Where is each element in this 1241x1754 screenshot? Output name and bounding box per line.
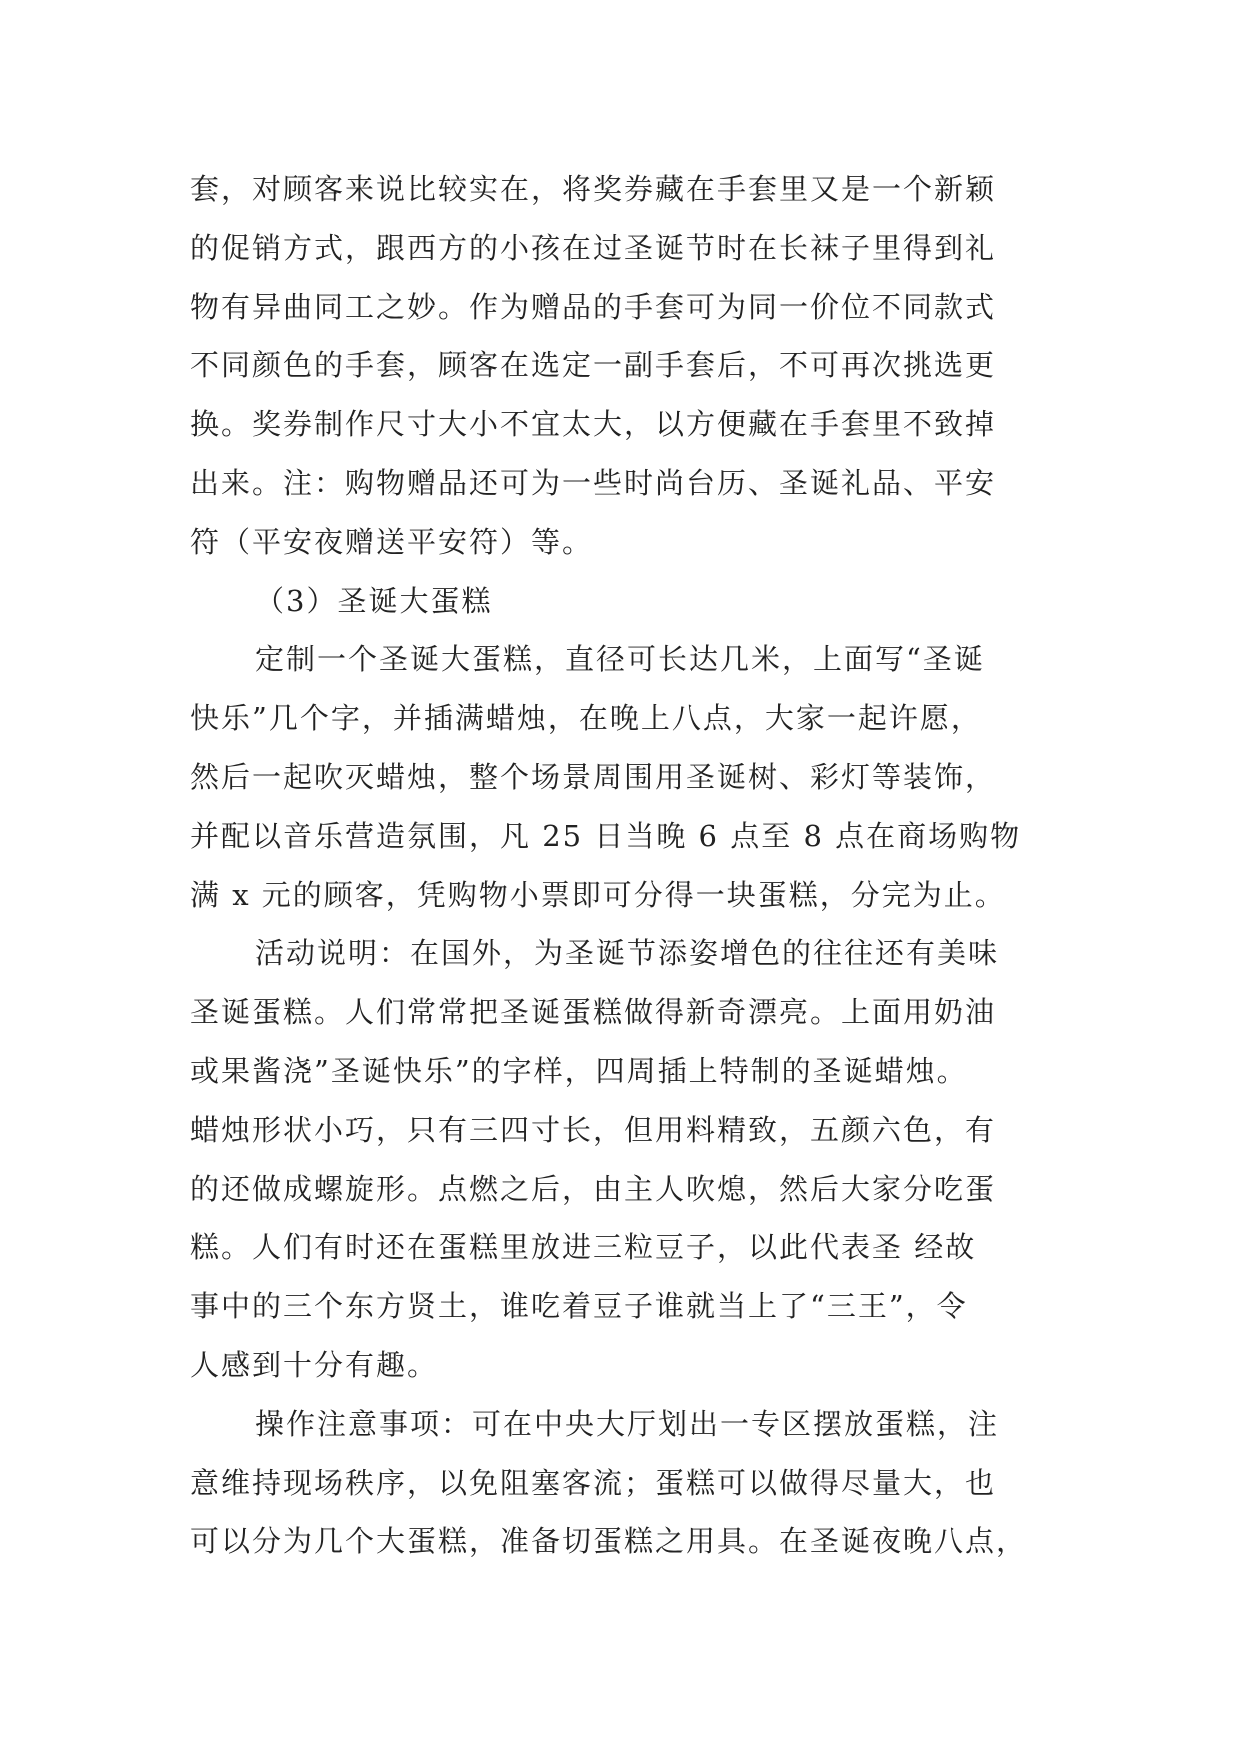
text-line: 定制一个圣诞大蛋糕，直径可长达几米，上面写“圣诞	[255, 642, 985, 677]
text-line: 物有异曲同工之妙。作为赠品的手套可为同一价位不同款式	[190, 289, 997, 324]
text-line: 糕。人们有时还在蛋糕里放进三粒豆子，以此代表圣 经故	[190, 1230, 977, 1265]
text-line: 可以分为几个大蛋糕，准备切蛋糕之用具。在圣诞夜晚八点，	[190, 1524, 1028, 1559]
text-line: 然后一起吹灭蜡烛，整个场景周围用圣诞树、彩灯等装饰，	[190, 759, 997, 794]
text-line: 意维持现场秩序，以免阻塞客流；蛋糕可以做得尽量大，也	[190, 1465, 997, 1500]
text-line: 人感到十分有趣。	[190, 1347, 439, 1382]
text-line: 或果酱浇”圣诞快乐”的字样，四周插上特制的圣诞蜡烛。	[190, 1053, 968, 1088]
text-line: 套，对顾客来说比较实在，将奖券藏在手套里又是一个新颖	[190, 172, 997, 206]
text-line: 事中的三个东方贤土，谁吃着豆子谁就当上了“三王”，令	[190, 1289, 968, 1324]
text-line: 活动说明：在国外，为圣诞节添姿增色的往往还有美味	[255, 936, 1000, 971]
text-line: 不同颜色的手套，顾客在选定一副手套后，不可再次挑选更	[190, 348, 997, 383]
text-line: 快乐”几个字，并插满蜡烛，在晚上八点，大家一起许愿，	[190, 701, 982, 736]
document-body	[190, 160, 1062, 1571]
text-line: 出来。注：购物赠品还可为一些时尚台历、圣诞礼品、平安	[190, 465, 997, 500]
text-line: 圣诞蛋糕。人们常常把圣诞蛋糕做得新奇漂亮。上面用奶油	[190, 995, 997, 1030]
text-line: 换。奖券制作尺寸大小不宜太大，以方便藏在手套里不致掉	[190, 407, 997, 442]
text-line: 的还做成螺旋形。点燃之后，由主人吹熄，然后大家分吃蛋	[190, 1171, 997, 1206]
section-heading: （3）圣诞大蛋糕	[255, 583, 493, 618]
text-line: 满 x 元的顾客，凭购物小票即可分得一块蛋糕，分完为止。	[190, 877, 1006, 912]
text-line: 蜡烛形状小巧，只有三四寸长，但用料精致，五颜六色，有	[190, 1112, 997, 1147]
text-line: 并配以音乐营造氛围，凡 25 日当晚 6 点至 8 点在商场购物	[190, 818, 1022, 853]
text-line: 符（平安夜赠送平安符）等。	[190, 524, 594, 559]
text-line: 操作注意事项：可在中央大厅划出一专区摆放蛋糕，注	[255, 1406, 1000, 1441]
text-line: 的促销方式，跟西方的小孩在过圣诞节时在长袜子里得到礼	[190, 230, 997, 265]
